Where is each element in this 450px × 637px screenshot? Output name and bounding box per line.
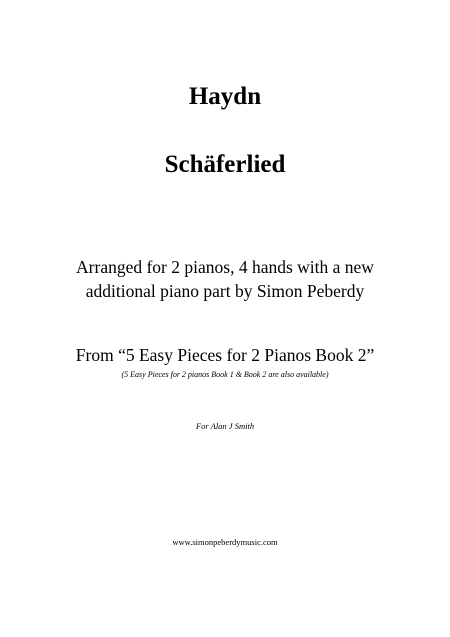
arrangement-line-1: Arranged for 2 pianos, 4 hands with a new bbox=[76, 257, 374, 277]
availability-note: (5 Easy Pieces for 2 pianos Book 1 & Book 2 are also available) bbox=[121, 370, 329, 379]
dedication: For Alan J Smith bbox=[195, 421, 255, 431]
collection-line: From “5 Easy Pieces for 2 Pianos Book 2” bbox=[75, 345, 375, 365]
composer-name: Haydn bbox=[188, 83, 262, 110]
arrangement-line-2: additional piano part by Simon Peberdy bbox=[85, 281, 365, 301]
piece-title: Schäferlied bbox=[164, 151, 286, 178]
website-link[interactable]: www.simonpeberdymusic.com bbox=[172, 537, 278, 547]
